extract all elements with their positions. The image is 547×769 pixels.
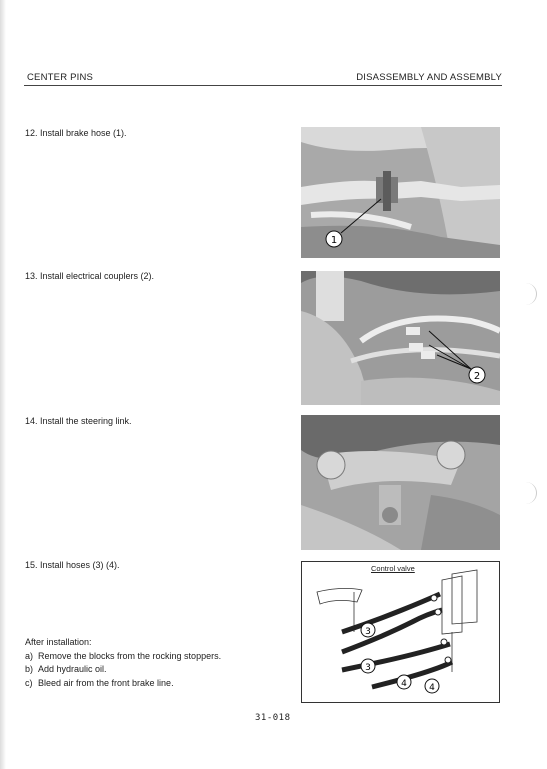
step-13-text: 13. Install electrical couplers (2). xyxy=(25,271,155,281)
after-installation-block xyxy=(25,636,221,690)
after-item: b) Add hydraulic oil. xyxy=(25,664,107,674)
diagram-callout-3b: 3 xyxy=(365,663,371,673)
chapter-title: DISASSEMBLY AND ASSEMBLY xyxy=(356,72,502,83)
step-15-text: 15. Install hoses (3) (4). xyxy=(25,560,120,570)
page-number: 31-018 xyxy=(255,713,291,723)
header-rule xyxy=(24,85,502,86)
diagram-callout-4b: 4 xyxy=(429,683,435,693)
photo-callout-2: 2 xyxy=(473,371,481,382)
after-installation-label: After installation: xyxy=(25,637,92,647)
page-edge-shadow xyxy=(0,0,6,769)
binder-hole-mark xyxy=(524,283,537,305)
photo-callout-1: 1 xyxy=(330,235,338,246)
step-14-text: 14. Install the steering link. xyxy=(25,416,132,426)
section-title: CENTER PINS xyxy=(27,72,94,83)
after-item: a) Remove the blocks from the rocking stoppers. xyxy=(25,650,222,661)
binder-hole-mark xyxy=(524,482,537,504)
diagram-callout-4a: 4 xyxy=(401,679,407,689)
after-item: c) Bleed air from the front brake line. xyxy=(25,677,174,688)
brake-hose-photo xyxy=(301,127,500,258)
steering-link-photo xyxy=(301,415,500,550)
step-12-text: 12. Install brake hose (1). xyxy=(25,128,127,138)
electrical-couplers-photo xyxy=(301,271,500,405)
control-valve-diagram xyxy=(301,561,500,703)
control-valve-label: Control valve xyxy=(371,564,415,573)
diagram-callout-3a: 3 xyxy=(365,627,371,637)
